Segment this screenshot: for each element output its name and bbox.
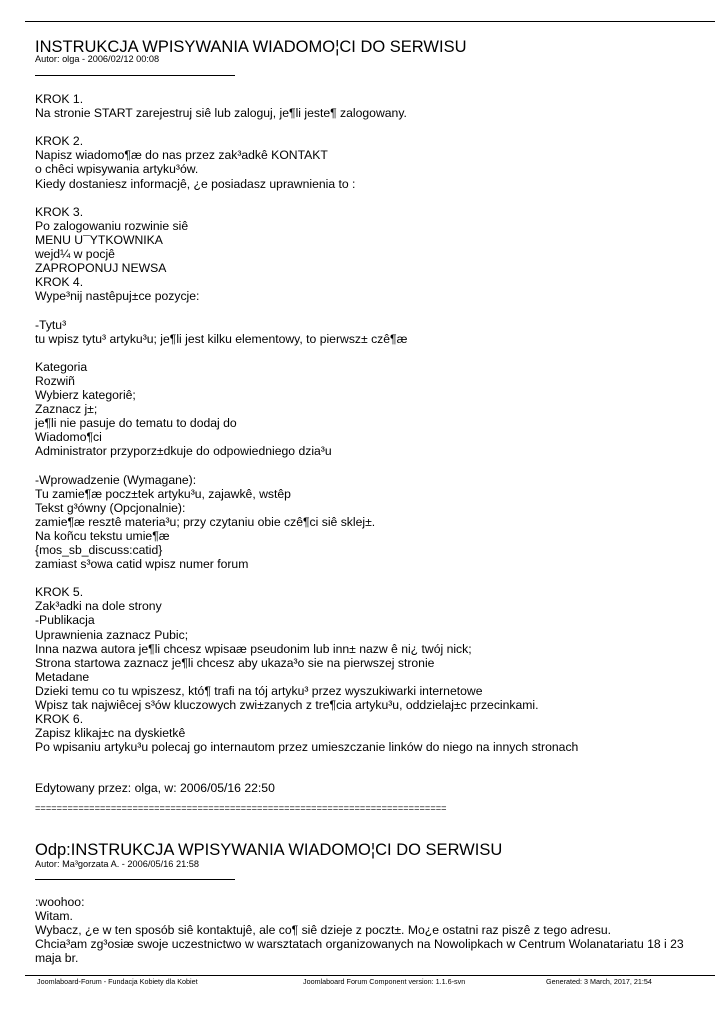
text-line: Wype³nij nastêpuj±ce pozycje:: [35, 289, 200, 304]
text-line: tu wpisz tytu³ artyku³u; je¶li jest kilku elementowy, to pierwsz± czê¶æ: [35, 331, 408, 346]
text-line: Na stronie START zarejestruj siê lub zaloguj, je¶li jeste¶ zalogowany.: [35, 106, 407, 121]
text-line: [35, 458, 703, 472]
text-line: zamiast s³owa catid wpisz numer forum: [35, 557, 249, 572]
text-line: Po zalogowaniu rozwinie siê: [35, 218, 189, 233]
text-line: Inna nazwa autora je¶li chcesz wpisaæ pseudonim lub inn± nazw ê ni¿ twój nick;: [35, 641, 472, 656]
text-line: Strona startowa zaznacz je¶li chcesz aby ukaza³o sie na pierwszej stronie: [35, 655, 435, 670]
text-line: Na koñcu tekstu umie¶æ: [35, 528, 170, 543]
text-line: Uprawnienia zaznacz Pubic;: [35, 627, 189, 642]
meta-divider: [35, 75, 235, 76]
footer-generated: Generated: 3 March, 2017, 21:54: [546, 977, 652, 986]
text-line: Zaznacz j±;: [35, 402, 98, 417]
text-line: Napisz wiadomo¶æ do nas przez zak³adkê KONTAKT: [35, 148, 328, 163]
text-line: Po wpisaniu artyku³u polecaj go internautom przez umieszczanie linków do niego na innych stronach: [35, 740, 579, 755]
text-line: -Wprowadzenie (Wymagane):: [35, 472, 197, 487]
text-line: wejd¼ w pocjê: [35, 247, 115, 262]
reply-meta: Autor: Ma³gorzata A. - 2006/05/16 21:58: [35, 859, 199, 869]
text-line: Rozwiñ: [35, 373, 75, 388]
text-line: Witam.: [35, 909, 73, 924]
text-line: je¶li nie pasuje do tematu to dodaj do: [35, 416, 237, 431]
text-line: maja br.: [35, 951, 79, 966]
post-separator: ============================================================================: [35, 803, 447, 813]
text-line: Zapisz klikaj±c na dyskietkê: [35, 726, 186, 741]
text-line: Wybierz kategoriê;: [35, 387, 136, 402]
text-line: Kategoria: [35, 359, 88, 374]
text-line: -Tytu³: [35, 317, 67, 332]
text-line: KROK 4.: [35, 275, 84, 290]
reply-body: [35, 895, 703, 965]
post-body: [35, 92, 703, 754]
post-title: INSTRUKCJA WPISYWANIA WIADOMO¦CI DO SERWISU: [35, 38, 467, 56]
text-line: ZAPROPONUJ NEWSA: [35, 261, 167, 276]
text-line: [35, 120, 703, 134]
text-line: Dzieki temu co tu wpiszesz, któ¶ trafi na tój artyku³ przez wyszukiwarki internetowe: [35, 683, 483, 698]
edited-note: Edytowany przez: olga, w: 2006/05/16 22:50: [35, 781, 275, 795]
footer-version: Joomlaboard Forum Component version: 1.1.6-svn: [303, 977, 466, 986]
text-line: o chêci wpisywania artyku³ów.: [35, 162, 199, 177]
text-line: :woohoo:: [35, 895, 85, 909]
text-line: [35, 571, 703, 585]
text-line: KROK 3.: [35, 204, 84, 219]
text-line: KROK 5.: [35, 585, 84, 600]
text-line: [35, 303, 703, 317]
reply-title: Odp:INSTRUKCJA WPISYWANIA WIADOMO¦CI DO SERWISU: [35, 841, 503, 859]
text-line: Wpisz tak najwiêcej s³ów kluczowych zwi±zanych z tre¶cia artyku³u, oddzielaj±c przecinkami.: [35, 698, 539, 713]
footer-rule: [25, 975, 715, 976]
text-line: Kiedy dostaniesz informacjê, ¿e posiadasz uprawnienia to :: [35, 176, 356, 191]
text-line: [35, 191, 703, 205]
footer-site: Joomlaboard-Forum - Fundacja Kobiety dla Kobiet: [37, 977, 198, 986]
top-rule: [25, 21, 715, 22]
text-line: zamie¶æ resztê materia³u; przy czytaniu obie czê¶ci siê sklej±.: [35, 514, 376, 529]
text-line: Wybacz, ¿e w ten sposób siê kontaktujê, ale co¶ siê dzieje z poczt±. Mo¿e ostatni raz piszê z tego adresu.: [35, 923, 612, 938]
reply-meta-divider: [35, 879, 235, 880]
text-line: Metadane: [35, 669, 90, 684]
text-line: [35, 346, 703, 360]
text-line: Tekst g³ówny (Opcjonalnie):: [35, 500, 186, 515]
text-line: KROK 6.: [35, 712, 84, 727]
text-line: Wiadomo¶ci: [35, 430, 102, 445]
text-line: Chcia³am zg³osiæ swoje uczestnictwo w warsztatach organizowanych na Nowolipkach w Centrum Wolanatariatu 18 i 23: [35, 937, 684, 952]
post-meta: Autor: olga - 2006/02/12 00:08: [35, 54, 160, 64]
text-line: Administrator przyporz±dkuje do odpowiedniego dzia³u: [35, 444, 332, 459]
text-line: -Publikacja: [35, 613, 95, 628]
text-line: Tu zamie¶æ pocz±tek artyku³u, zajawkê, wstêp: [35, 486, 291, 501]
text-line: MENU U¯YTKOWNIKA: [35, 232, 163, 247]
text-line: KROK 1.: [35, 92, 84, 106]
text-line: KROK 2.: [35, 134, 84, 149]
text-line: Zak³adki na dole strony: [35, 599, 162, 614]
text-line: {mos_sb_discuss:catid}: [35, 543, 163, 557]
